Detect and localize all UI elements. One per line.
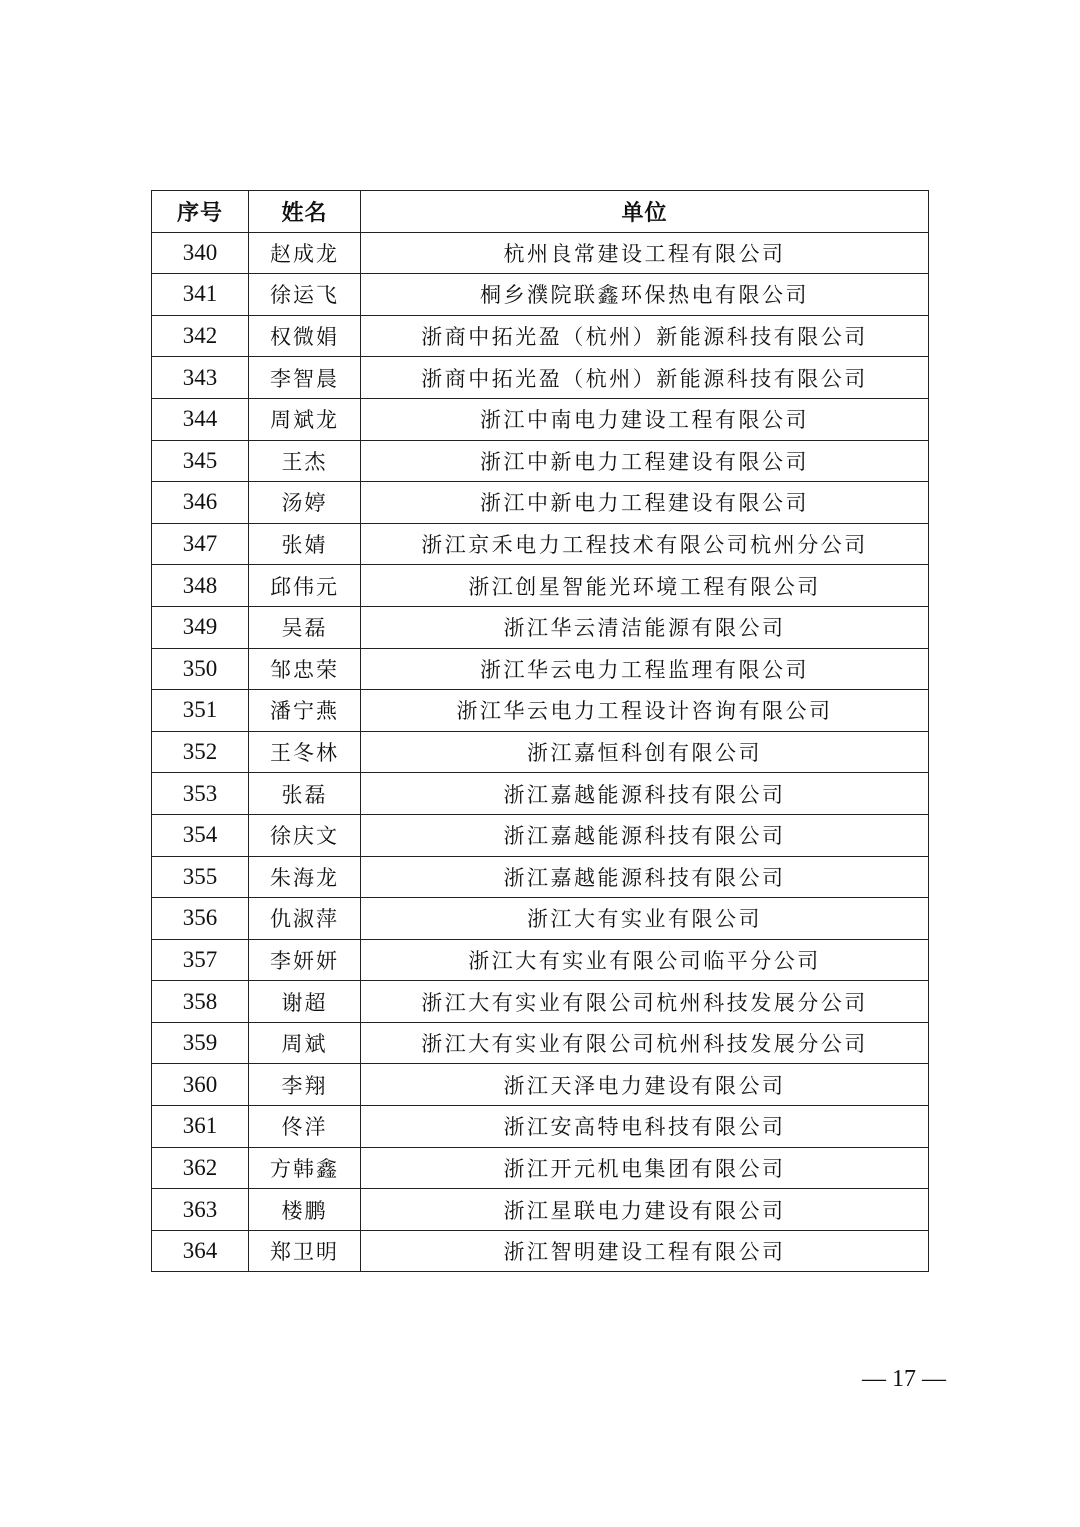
table-row bbox=[152, 981, 929, 1023]
table-header-row bbox=[152, 191, 929, 233]
table-row bbox=[152, 357, 929, 399]
serial-number-cell: 340 bbox=[152, 232, 249, 274]
unit-cell: 浙江嘉越能源科技有限公司 bbox=[361, 773, 929, 815]
table-row bbox=[152, 232, 929, 274]
serial-number-cell: 352 bbox=[152, 731, 249, 773]
name-cell: 徐运飞 bbox=[249, 274, 361, 316]
unit-cell: 浙江嘉恒科创有限公司 bbox=[361, 731, 929, 773]
unit-cell: 浙江京禾电力工程技术有限公司杭州分公司 bbox=[361, 523, 929, 565]
unit-cell: 浙江华云电力工程监理有限公司 bbox=[361, 648, 929, 690]
table-row bbox=[152, 856, 929, 898]
table-row bbox=[152, 398, 929, 440]
serial-number-cell: 358 bbox=[152, 981, 249, 1023]
unit-cell: 浙江中南电力建设工程有限公司 bbox=[361, 398, 929, 440]
table-row bbox=[152, 482, 929, 524]
unit-cell: 浙江嘉越能源科技有限公司 bbox=[361, 856, 929, 898]
name-cell: 朱海龙 bbox=[249, 856, 361, 898]
name-cell: 徐庆文 bbox=[249, 814, 361, 856]
table-row bbox=[152, 274, 929, 316]
serial-number-cell: 354 bbox=[152, 814, 249, 856]
name-cell: 郑卫明 bbox=[249, 1230, 361, 1272]
unit-cell: 浙江安高特电科技有限公司 bbox=[361, 1106, 929, 1148]
serial-number-cell: 345 bbox=[152, 440, 249, 482]
name-cell: 周斌 bbox=[249, 1022, 361, 1064]
name-cell: 邹忠荣 bbox=[249, 648, 361, 690]
name-cell: 李妍妍 bbox=[249, 939, 361, 981]
name-cell: 仇淑萍 bbox=[249, 898, 361, 940]
unit-cell: 杭州良常建设工程有限公司 bbox=[361, 232, 929, 274]
name-cell: 潘宁燕 bbox=[249, 690, 361, 732]
table-row bbox=[152, 731, 929, 773]
serial-number-cell: 342 bbox=[152, 315, 249, 357]
table-row bbox=[152, 773, 929, 815]
name-cell: 张婧 bbox=[249, 523, 361, 565]
table-row bbox=[152, 606, 929, 648]
serial-number-cell: 357 bbox=[152, 939, 249, 981]
unit-cell: 浙江创星智能光环境工程有限公司 bbox=[361, 565, 929, 607]
name-cell: 李翔 bbox=[249, 1064, 361, 1106]
table-row bbox=[152, 648, 929, 690]
serial-number-cell: 353 bbox=[152, 773, 249, 815]
name-cell: 李智晨 bbox=[249, 357, 361, 399]
table-row bbox=[152, 440, 929, 482]
unit-cell: 浙江大有实业有限公司临平分公司 bbox=[361, 939, 929, 981]
serial-number-cell: 349 bbox=[152, 606, 249, 648]
serial-number-cell: 359 bbox=[152, 1022, 249, 1064]
name-cell: 楼鹏 bbox=[249, 1189, 361, 1231]
table-body bbox=[152, 232, 929, 1272]
unit-cell: 浙江大有实业有限公司杭州科技发展分公司 bbox=[361, 1022, 929, 1064]
name-cell: 佟洋 bbox=[249, 1106, 361, 1148]
unit-cell: 浙商中拓光盈（杭州）新能源科技有限公司 bbox=[361, 357, 929, 399]
unit-cell: 浙江天泽电力建设有限公司 bbox=[361, 1064, 929, 1106]
serial-number-cell: 355 bbox=[152, 856, 249, 898]
serial-number-cell: 343 bbox=[152, 357, 249, 399]
unit-cell: 浙江开元机电集团有限公司 bbox=[361, 1147, 929, 1189]
serial-number-cell: 363 bbox=[152, 1189, 249, 1231]
name-cell: 谢超 bbox=[249, 981, 361, 1023]
serial-number-cell: 341 bbox=[152, 274, 249, 316]
table-row bbox=[152, 814, 929, 856]
name-cell: 权微娟 bbox=[249, 315, 361, 357]
table-row bbox=[152, 523, 929, 565]
page-number: — 17 — bbox=[862, 1366, 946, 1392]
table-row bbox=[152, 690, 929, 732]
header-name: 姓名 bbox=[249, 191, 361, 233]
table-row bbox=[152, 315, 929, 357]
serial-number-cell: 361 bbox=[152, 1106, 249, 1148]
serial-number-cell: 348 bbox=[152, 565, 249, 607]
name-cell: 汤婷 bbox=[249, 482, 361, 524]
serial-number-cell: 356 bbox=[152, 898, 249, 940]
serial-number-cell: 344 bbox=[152, 398, 249, 440]
personnel-table bbox=[151, 190, 929, 1272]
serial-number-cell: 350 bbox=[152, 648, 249, 690]
name-cell: 张磊 bbox=[249, 773, 361, 815]
unit-cell: 桐乡濮院联鑫环保热电有限公司 bbox=[361, 274, 929, 316]
table-row bbox=[152, 565, 929, 607]
name-cell: 王杰 bbox=[249, 440, 361, 482]
unit-cell: 浙江大有实业有限公司杭州科技发展分公司 bbox=[361, 981, 929, 1023]
name-cell: 吴磊 bbox=[249, 606, 361, 648]
table-row bbox=[152, 1147, 929, 1189]
unit-cell: 浙江嘉越能源科技有限公司 bbox=[361, 814, 929, 856]
serial-number-cell: 362 bbox=[152, 1147, 249, 1189]
unit-cell: 浙江星联电力建设有限公司 bbox=[361, 1189, 929, 1231]
unit-cell: 浙江华云电力工程设计咨询有限公司 bbox=[361, 690, 929, 732]
name-cell: 王冬林 bbox=[249, 731, 361, 773]
unit-cell: 浙江中新电力工程建设有限公司 bbox=[361, 440, 929, 482]
table-row bbox=[152, 1230, 929, 1272]
unit-cell: 浙商中拓光盈（杭州）新能源科技有限公司 bbox=[361, 315, 929, 357]
serial-number-cell: 360 bbox=[152, 1064, 249, 1106]
name-cell: 赵成龙 bbox=[249, 232, 361, 274]
table-row bbox=[152, 1106, 929, 1148]
table-row bbox=[152, 898, 929, 940]
header-serial-number: 序号 bbox=[152, 191, 249, 233]
unit-cell: 浙江大有实业有限公司 bbox=[361, 898, 929, 940]
table-row bbox=[152, 939, 929, 981]
name-cell: 周斌龙 bbox=[249, 398, 361, 440]
table-row bbox=[152, 1022, 929, 1064]
table-row bbox=[152, 1064, 929, 1106]
unit-cell: 浙江智明建设工程有限公司 bbox=[361, 1230, 929, 1272]
unit-cell: 浙江华云清洁能源有限公司 bbox=[361, 606, 929, 648]
serial-number-cell: 351 bbox=[152, 690, 249, 732]
header-unit: 单位 bbox=[361, 191, 929, 233]
name-cell: 方韩鑫 bbox=[249, 1147, 361, 1189]
serial-number-cell: 346 bbox=[152, 482, 249, 524]
serial-number-cell: 347 bbox=[152, 523, 249, 565]
table-row bbox=[152, 1189, 929, 1231]
serial-number-cell: 364 bbox=[152, 1230, 249, 1272]
unit-cell: 浙江中新电力工程建设有限公司 bbox=[361, 482, 929, 524]
name-cell: 邱伟元 bbox=[249, 565, 361, 607]
